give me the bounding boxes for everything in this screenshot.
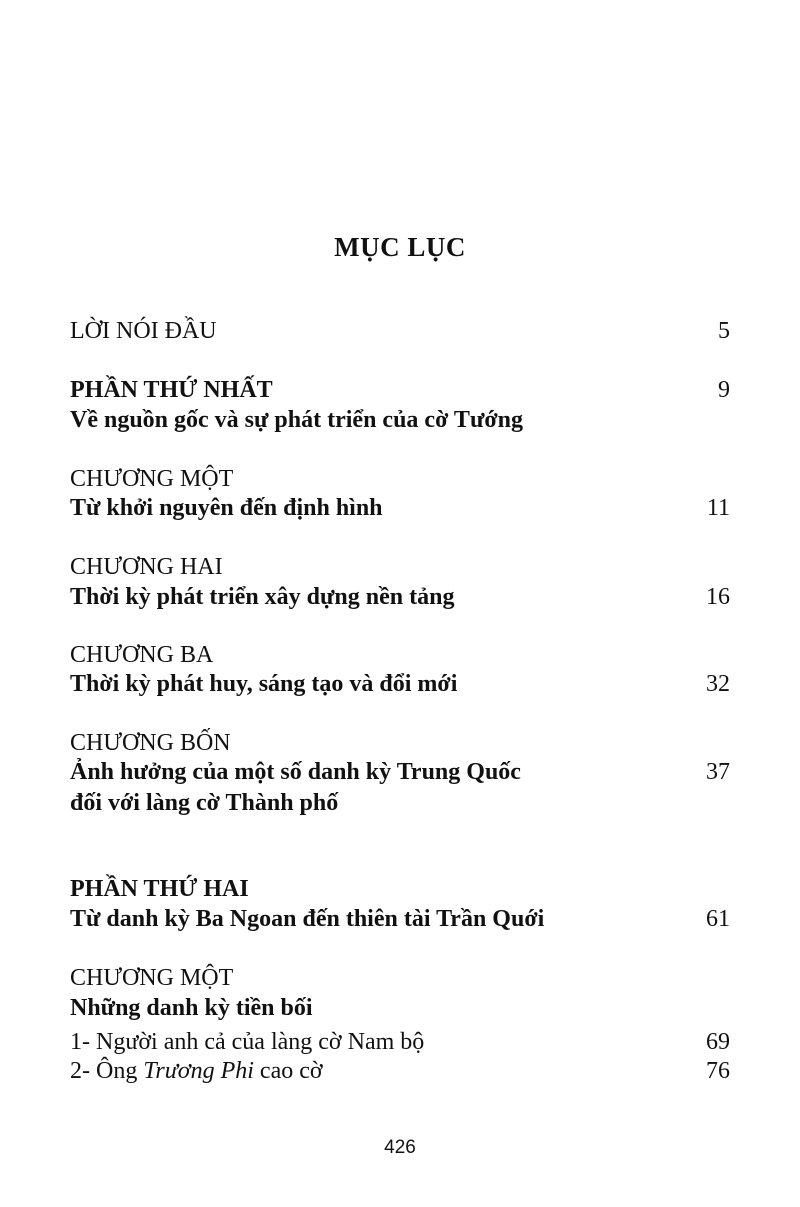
toc-item-1: 1- Người anh cả của làng cờ Nam bộ bbox=[70, 1029, 425, 1055]
part-two-heading: PHẦN THỨ HAI bbox=[70, 876, 249, 902]
p1-chapter3-page: 32 bbox=[706, 671, 730, 697]
part-one-subtitle: Về nguồn gốc và sự phát triển của cờ Tướng bbox=[70, 407, 523, 433]
part-two-page: 61 bbox=[706, 906, 730, 932]
p1-chapter4-title-line2: đối với làng cờ Thành phố bbox=[70, 790, 339, 816]
p2-chapter1-title: Những danh kỳ tiền bối bbox=[70, 995, 313, 1021]
p1-chapter1-page: 11 bbox=[706, 495, 730, 521]
toc-item-2-prefix: 2- Ông bbox=[70, 1058, 144, 1084]
toc-item-1-page: 69 bbox=[706, 1029, 730, 1055]
page-title: MỤC LỤC bbox=[334, 232, 466, 262]
toc-preface-label: LỜI NÓI ĐẦU bbox=[70, 318, 217, 344]
p1-chapter4-title-line1: Ảnh hưởng của một số danh kỳ Trung Quốc bbox=[70, 759, 521, 785]
toc-item-2-page: 76 bbox=[706, 1058, 730, 1084]
toc-preface-page: 5 bbox=[718, 318, 730, 344]
part-two-subtitle: Từ danh kỳ Ba Ngoan đến thiên tài Trần Quới bbox=[70, 906, 545, 932]
p1-chapter4-label: CHƯƠNG BỐN bbox=[70, 730, 231, 756]
p1-chapter2-label: CHƯƠNG HAI bbox=[70, 554, 223, 580]
p1-chapter4-page: 37 bbox=[706, 759, 730, 785]
p1-chapter3-title: Thời kỳ phát huy, sáng tạo và đổi mới bbox=[70, 671, 458, 697]
p1-chapter1-label: CHƯƠNG MỘT bbox=[70, 466, 234, 492]
page-number: 426 bbox=[384, 1137, 416, 1158]
part-one-heading: PHẦN THỨ NHẤT bbox=[70, 377, 273, 403]
p2-chapter1-label: CHƯƠNG MỘT bbox=[70, 965, 234, 991]
toc-item-2-suffix: cao cờ bbox=[253, 1058, 323, 1084]
toc-item-2 bbox=[70, 1058, 323, 1085]
toc-item-2-italic-name: Trương Phi bbox=[143, 1058, 254, 1084]
p1-chapter2-page: 16 bbox=[706, 584, 730, 610]
p1-chapter2-title: Thời kỳ phát triển xây dựng nền tảng bbox=[70, 584, 455, 610]
p1-chapter1-title: Từ khởi nguyên đến định hình bbox=[70, 495, 383, 521]
part-one-page: 9 bbox=[718, 377, 730, 403]
p1-chapter3-label: CHƯƠNG BA bbox=[70, 642, 214, 668]
